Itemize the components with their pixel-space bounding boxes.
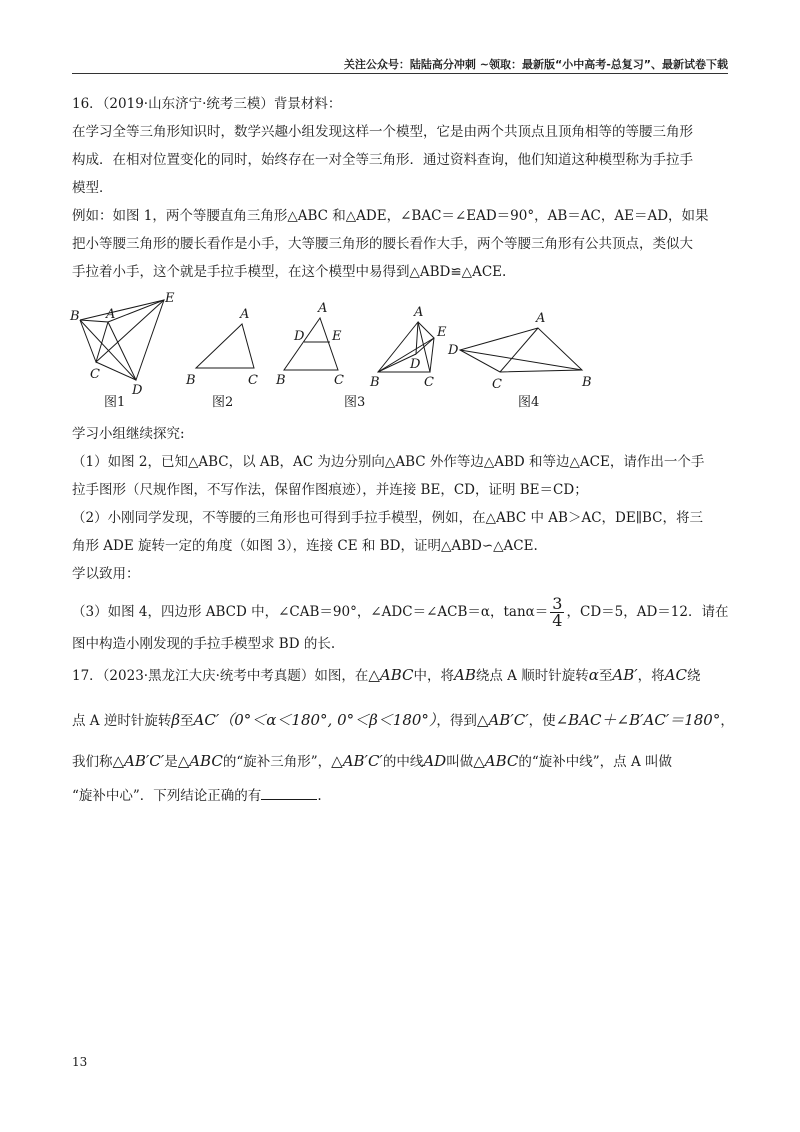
q17-l3-triangle-abc: △ABC <box>177 752 223 770</box>
fig1-triangle-ade <box>108 300 164 380</box>
q17-l1-a: 17．（2023·黑龙江大庆·统考中考真题）如图，在 <box>72 668 369 684</box>
q17-l1-ab: AB <box>454 666 476 684</box>
answer-blank[interactable] <box>261 787 317 800</box>
fig5-label-b: B <box>582 375 592 390</box>
q17-l1-i: ，将 <box>637 668 665 684</box>
fig5-label-a: A <box>536 311 546 326</box>
fig1-triangle-abc <box>80 320 108 362</box>
q16-intro-line-3: 模型． <box>72 180 113 196</box>
q17-line-3 <box>72 750 728 773</box>
fig5-label-d: D <box>448 343 459 358</box>
fig4-quadrilateral-abcd <box>460 328 582 372</box>
q16-part2-line-1: （2）小刚同学发现，不等腰的三角形也可得到手拉手模型，例如，在△ABC 中 AB＞AC，DE∥BC，将三 <box>72 510 703 526</box>
q17-l2-g: ，使 <box>528 713 556 729</box>
page-header: 关注公众号：陆陆高分冲刺 ~领取：最新版“小中高考-总复习”、最新试卷下载 <box>343 58 728 71</box>
fig3-label-a: A <box>318 301 328 316</box>
q17-l4-b: . <box>317 788 322 804</box>
q17-line-4 <box>72 785 728 807</box>
fig1-line-cd <box>96 362 136 380</box>
fig4-label-e: E <box>437 325 447 340</box>
q17-l3-triangle-prime: △AB′C′ <box>112 752 165 770</box>
fig3-label-e: E <box>332 329 342 344</box>
fig3r-line-ce <box>430 338 434 372</box>
q16-part1-line-2: 拉手图形（尺规作图，不写作法，保留作图痕迹），并连接 BE，CD，证明 BE＝CD； <box>72 482 588 498</box>
q16-apply: 学以致用： <box>72 566 140 582</box>
q16-title: 16．（2019·山东济宁·统考三模）背景材料： <box>72 96 342 112</box>
q17-l3-k: 的“旋补中线”，点 A 叫做 <box>518 754 672 770</box>
q16-intro-line-5: 把小等腰三角形的腰长看作是小手，大等腰三角形的腰长看作大手，两个等腰三角形有公共顶点，类似大 <box>72 236 693 252</box>
q17-l2-angle-sum: ∠BAC＋∠B′AC′＝180° <box>555 711 721 729</box>
document-body <box>70 96 734 819</box>
figure-3-diagram <box>275 301 365 410</box>
q17-line-2 <box>72 709 734 732</box>
fig1-label-d: D <box>132 383 143 398</box>
q17-l3-g: 的中线 <box>382 754 424 770</box>
q16-part3-line-2: 图中构造小刚发现的手拉手模型求 BD 的长. <box>72 636 336 652</box>
q17-l3-i: 叫做 <box>446 754 474 770</box>
q17-l3-triangle-abc-2: △ABC <box>473 752 519 770</box>
fig3-label-d: D <box>294 329 305 344</box>
fig1-line-bd <box>80 320 136 380</box>
fig1-label-c: C <box>90 367 100 382</box>
fig4-label-a: A <box>414 305 424 320</box>
fig2-label-b: B <box>186 373 196 388</box>
q16-intro-line-4: 例如：如图 1，两个等腰直角三角形△ABC 和△ADE，∠BAC＝∠EAD＝90°，AB＝AC，AE＝AD，如果 <box>72 208 709 224</box>
caption-fig3: 图3 <box>344 395 366 410</box>
q17-l3-ad: AD <box>423 752 447 770</box>
q17-l2-a: 点 A 逆时针旋转 <box>72 713 172 729</box>
fig3r-triangle-abc <box>378 322 430 372</box>
q17-l3-c: 是 <box>164 754 178 770</box>
header-divider <box>72 73 728 74</box>
q17-l1-alpha: α <box>588 666 599 684</box>
figure-4-diagram <box>447 311 592 410</box>
q17-l2-c: 至 <box>180 713 194 729</box>
q16-continue: 学习小组继续探究: <box>72 426 185 442</box>
figure-1-diagram <box>69 292 175 410</box>
tan-fraction <box>550 596 564 629</box>
q16-part1-line-1: （1）如图 2，已知△ABC，以 AB，AC 为边分别向△ABC 外作等边△ABD 和等边△ACE，请作出一个手 <box>72 454 705 470</box>
fig4-line-ac <box>500 328 538 372</box>
fig1-label-a: A <box>106 307 116 322</box>
figure-3-rotated-diagram <box>369 305 447 390</box>
q17-l2-triangle-prime: △AB′C′ <box>476 711 529 729</box>
fig4-label-c: C <box>424 375 434 390</box>
q16-figures <box>72 292 728 412</box>
q16-intro-line-1: 在学习全等三角形知识时，数学兴趣小组发现这样一个模型，它是由两个共顶点且顶角相等的等腰三角形 <box>72 124 693 140</box>
fig5-label-c: C <box>492 377 502 392</box>
part3-text-before: （3）如图 4，四边形 ABCD 中，∠CAB＝90°，∠ADC＝∠ACB＝α，tanα＝ <box>72 604 549 620</box>
fig1-label-b: B <box>70 309 80 324</box>
q17-l2-ac-prime-range: AC′（0°＜α＜180°, 0°＜β＜180°） <box>193 711 437 729</box>
q17-l2-e: ，得到 <box>436 713 477 729</box>
q17-l3-a: 我们称 <box>72 754 113 770</box>
fig4-label-d: D <box>410 357 421 372</box>
fig2-triangle-abc <box>196 324 254 368</box>
q17-l2-i: ， <box>720 713 734 729</box>
q16-intro-line-6: 手拉着小手，这个就是手拉手模型，在这个模型中易得到△ABD≌△ACE. <box>72 264 507 280</box>
q17-l2-beta: β <box>171 711 181 729</box>
caption-fig4: 图4 <box>518 395 540 410</box>
fig3-label-b: B <box>276 373 286 388</box>
fig2-label-a: A <box>240 307 250 322</box>
q17-l4-a: “旋补中心”．下列结论正确的有 <box>72 788 262 804</box>
figures-svg <box>68 292 728 412</box>
fig3-label-c: C <box>334 373 344 388</box>
q17-line-1 <box>72 664 728 687</box>
q17-l1-ab-prime: AB′ <box>612 666 638 684</box>
q16-intro-line-2: 构成．在相对位置变化的同时，始终存在一对全等三角形．通过资料查询，他们知道这种模型称为手拉手 <box>72 152 693 168</box>
caption-fig2: 图2 <box>212 395 234 410</box>
fig1-label-e: E <box>165 292 175 306</box>
q17-l3-triangle-prime-2: △AB′C′ <box>331 752 383 770</box>
q17-l1-c: 中，将 <box>413 668 455 684</box>
q17-l3-e: 的“旋补三角形”， <box>222 754 332 770</box>
caption-fig1: 图1 <box>104 395 126 410</box>
q17-l1-ac: AC <box>664 666 687 684</box>
fraction-numerator: 3 <box>552 594 563 613</box>
fig2-label-c: C <box>248 373 258 388</box>
q16-part2-line-2: 角形 ADE 旋转一定的角度（如图 3），连接 CE 和 BD，证明△ABD∽△ACE. <box>72 538 538 554</box>
q17-l1-g: 至 <box>598 668 613 684</box>
figure-2-diagram <box>185 307 258 410</box>
fig4-label-b: B <box>370 375 380 390</box>
part3-text-after: ，CD＝5，AD＝12．请在 <box>566 604 729 620</box>
q17-l1-triangle-abc: △ABC <box>368 666 414 684</box>
fraction-denominator: 4 <box>552 611 563 630</box>
fig3-triangle-abc <box>284 318 338 370</box>
q17-l1-k: 绕 <box>686 668 701 684</box>
q17-l1-e: 绕点 A 顺时针旋转 <box>475 668 589 684</box>
q16-part3-line-1 <box>72 594 728 630</box>
page-number: 13 <box>72 1055 88 1069</box>
